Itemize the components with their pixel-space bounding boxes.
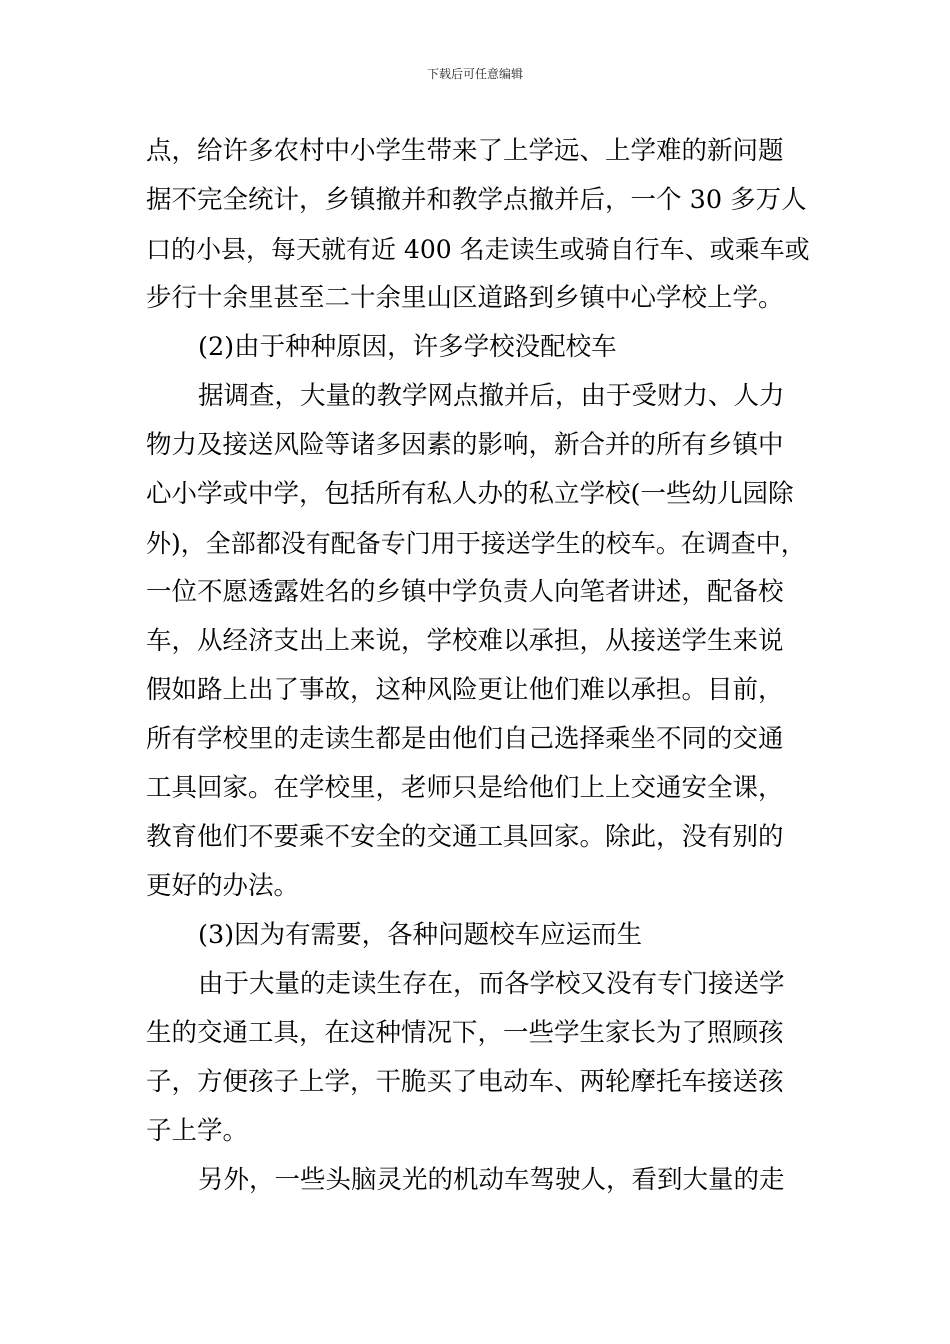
text-line: 由于大量的走读生存在，而各学校又没有专门接送学 — [198, 969, 785, 999]
text-line: 据调查，大量的教学网点撤并后，由于受财力、人力 — [198, 381, 785, 411]
text-line: 教育他们不要乘不安全的交通工具回家。除此，没有别的 — [146, 822, 784, 852]
text-line: 车，从经济支出上来说，学校难以承担，从接送学生来说 — [146, 626, 784, 656]
text-line: 步行十余里甚至二十余里山区道路到乡镇中心学校上学。 — [146, 283, 784, 313]
text-line: 据不完全统计，乡镇撤并和教学点撤并后，一个 30 多万人 — [146, 185, 807, 215]
text-line: 假如路上出了事故，这种风险更让他们难以承担。目前， — [146, 675, 784, 705]
body-text — [146, 127, 816, 1205]
text-line: 另外，一些头脑灵光的机动车驾驶人，看到大量的走 — [198, 1165, 785, 1195]
section-heading: (2)由于种种原因，许多学校没配校车 — [198, 332, 617, 362]
text-line: 子，方便孩子上学，干脆买了电动车、两轮摩托车接送孩 — [146, 1067, 784, 1097]
text-line: 一位不愿透露姓名的乡镇中学负责人向笔者讲述，配备校 — [146, 577, 784, 607]
text-line: 工具回家。在学校里，老师只是给他们上上交通安全课， — [146, 773, 784, 803]
text-line: 口的小县，每天就有近 400 名走读生或骑自行车、或乘车或 — [146, 235, 810, 264]
text-line: 子上学。 — [146, 1116, 249, 1146]
text-line: 所有学校里的走读生都是由他们自己选择乘坐不同的交通 — [146, 724, 784, 754]
page-header: 下载后可任意编辑 — [426, 67, 523, 81]
text-line: 物力及接送风险等诸多因素的影响，新合并的所有乡镇中 — [146, 430, 784, 460]
text-line: 更好的办法。 — [146, 871, 300, 901]
text-line: 外)，全部都没有配备专门用于接送学生的校车。在调查中， — [146, 529, 806, 558]
text-line: 心小学或中学，包括所有私人办的私立学校(一些幼儿园除 — [146, 479, 794, 509]
section-heading: (3)因为有需要，各种问题校车应运而生 — [198, 920, 643, 950]
text-line: 点，给许多农村中小学生带来了上学远、上学难的新问题 — [146, 136, 784, 166]
text-line: 生的交通工具，在这种情况下，一些学生家长为了照顾孩 — [146, 1018, 784, 1048]
